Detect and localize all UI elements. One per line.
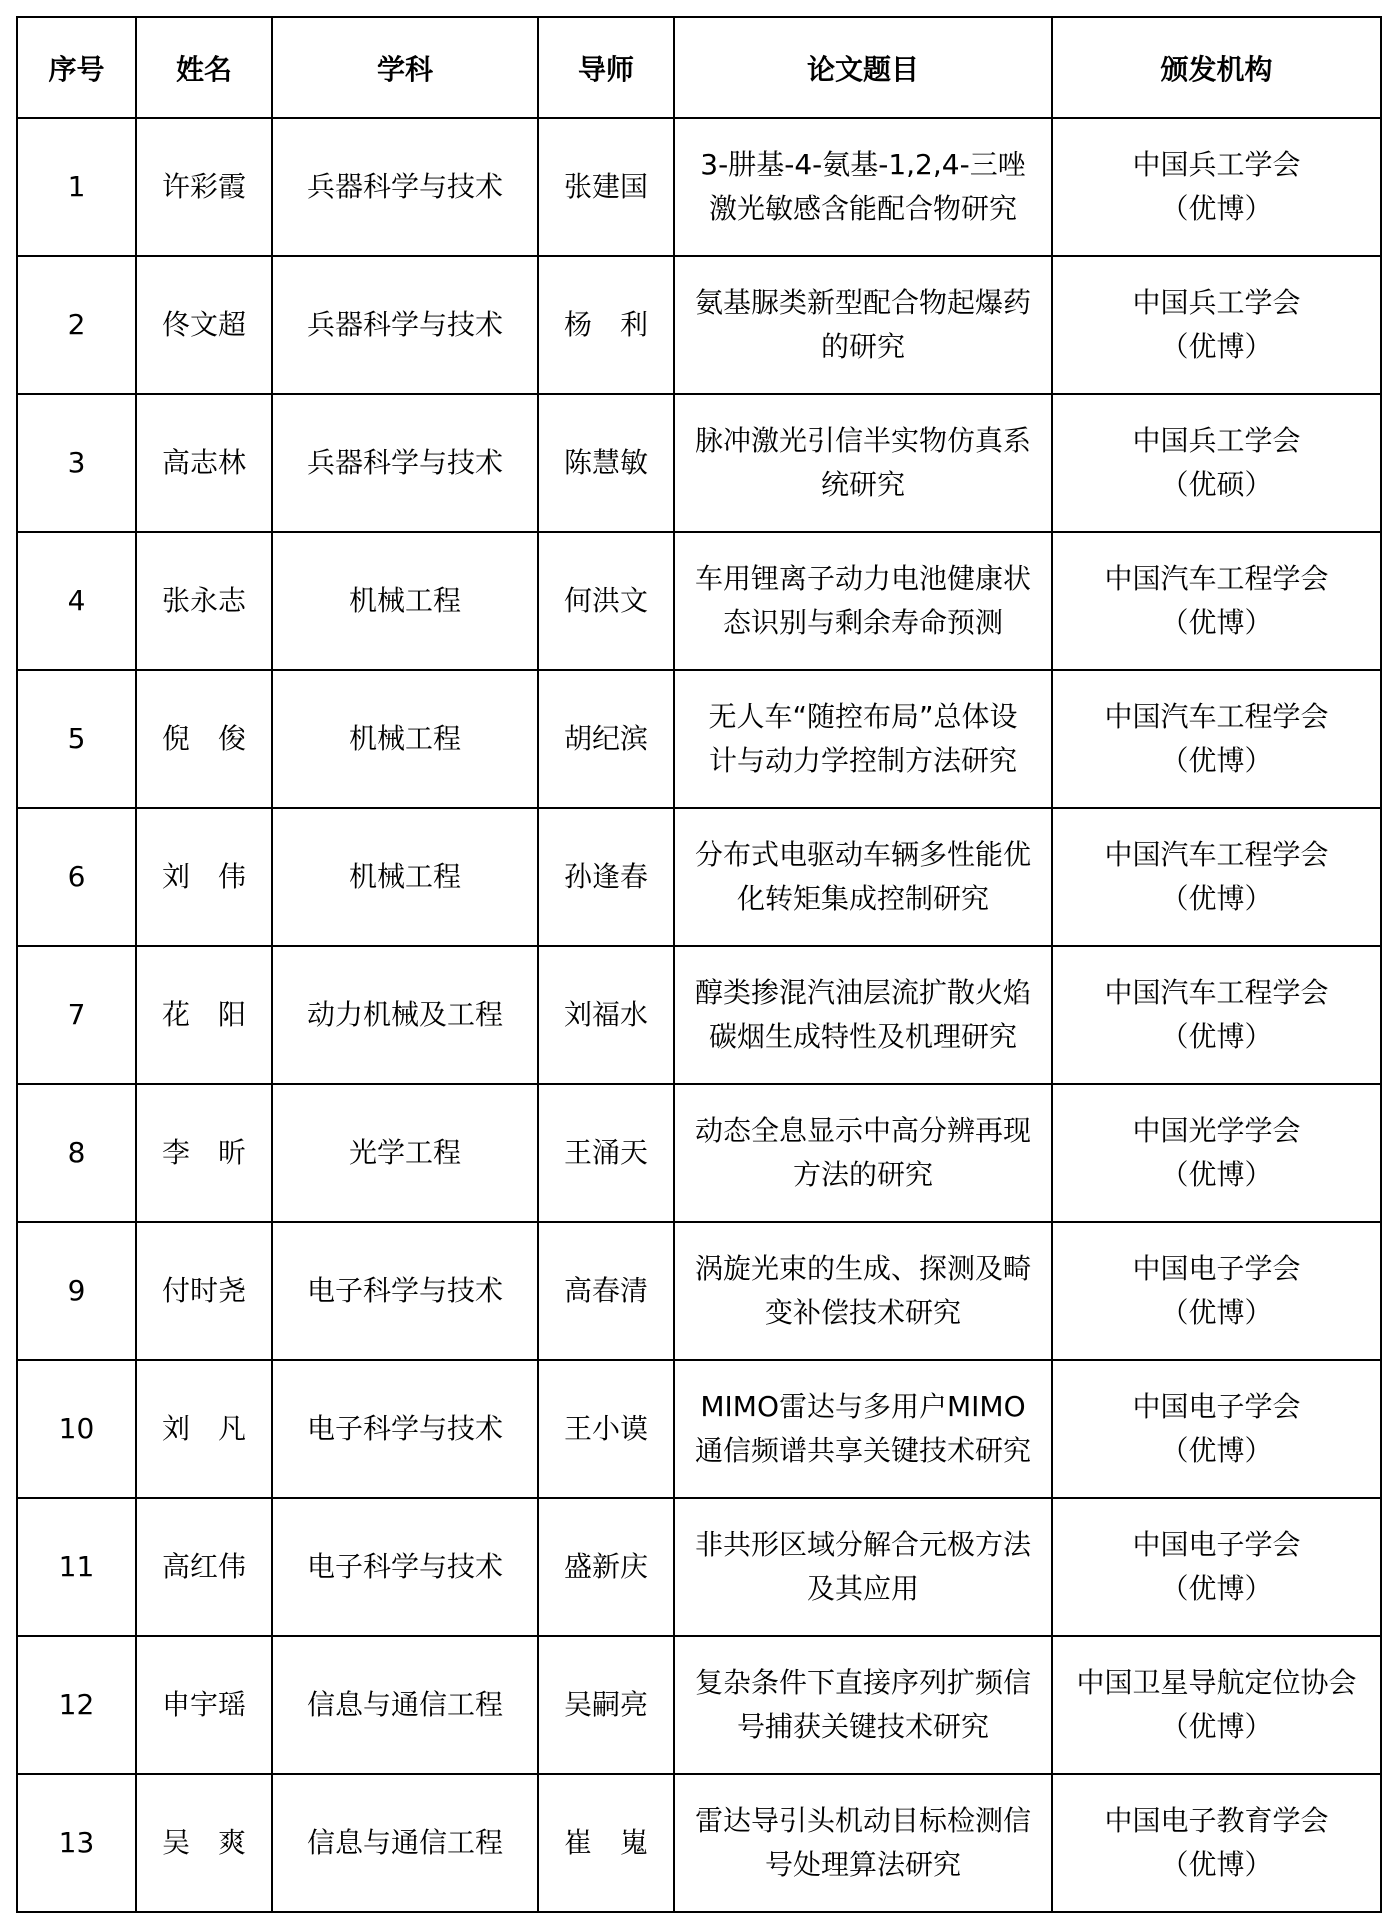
- cell-no: 10: [17, 1360, 136, 1498]
- cell-advisor: 胡纪滨: [538, 670, 674, 808]
- cell-issuing-org-line: 中国汽车工程学会: [1104, 562, 1329, 595]
- cell-name: 刘 伟: [136, 808, 272, 946]
- cell-thesis-title: [674, 808, 1052, 946]
- cell-thesis-title-line: 激光敏感含能配合物研究: [708, 192, 1017, 225]
- cell-no: 1: [17, 118, 136, 256]
- cell-thesis-title-line: 涡旋光束的生成、探测及畸: [694, 1252, 1031, 1285]
- table-row: [17, 1222, 1381, 1360]
- cell-issuing-org: [1052, 1774, 1381, 1912]
- cell-no: 9: [17, 1222, 136, 1360]
- cell-no: 5: [17, 670, 136, 808]
- cell-thesis-title: [674, 670, 1052, 808]
- cell-issuing-org-line: （优博）: [1160, 1848, 1273, 1881]
- cell-thesis-title-line: 计与动力学控制方法研究: [708, 744, 1017, 777]
- cell-thesis-title-line: 碳烟生成特性及机理研究: [708, 1020, 1017, 1053]
- cell-no: 4: [17, 532, 136, 670]
- cell-name: 刘 凡: [136, 1360, 272, 1498]
- cell-advisor: 盛新庆: [538, 1498, 674, 1636]
- cell-issuing-org: [1052, 1498, 1381, 1636]
- table-row: [17, 1498, 1381, 1636]
- cell-issuing-org: [1052, 1636, 1381, 1774]
- cell-thesis-title-line: 雷达导引头机动目标检测信: [694, 1804, 1031, 1837]
- cell-thesis-title: [674, 118, 1052, 256]
- cell-issuing-org: [1052, 256, 1381, 394]
- cell-issuing-org: [1052, 1222, 1381, 1360]
- cell-thesis-title-line: 的研究: [820, 330, 905, 363]
- cell-advisor: 陈慧敏: [538, 394, 674, 532]
- cell-issuing-org-line: （优博）: [1160, 1020, 1273, 1053]
- cell-issuing-org-line: （优博）: [1160, 330, 1273, 363]
- cell-discipline: 机械工程: [272, 532, 538, 670]
- cell-discipline: 动力机械及工程: [272, 946, 538, 1084]
- cell-advisor: 王小谟: [538, 1360, 674, 1498]
- cell-thesis-title-line: 方法的研究: [792, 1158, 933, 1191]
- cell-thesis-title-line: 分布式电驱动车辆多性能优: [694, 838, 1031, 871]
- cell-issuing-org-line: 中国汽车工程学会: [1104, 838, 1329, 871]
- cell-issuing-org-line: 中国电子教育学会: [1104, 1804, 1329, 1837]
- cell-discipline: 兵器科学与技术: [272, 394, 538, 532]
- cell-discipline: 机械工程: [272, 808, 538, 946]
- cell-issuing-org: [1052, 394, 1381, 532]
- cell-issuing-org: [1052, 808, 1381, 946]
- cell-thesis-title-line: 号处理算法研究: [764, 1848, 961, 1881]
- cell-name: 高志林: [136, 394, 272, 532]
- cell-no: 8: [17, 1084, 136, 1222]
- table-row: [17, 256, 1381, 394]
- table-row: [17, 808, 1381, 946]
- cell-advisor: 张建国: [538, 118, 674, 256]
- cell-issuing-org: [1052, 118, 1381, 256]
- cell-name: 申宇瑶: [136, 1636, 272, 1774]
- table-row: [17, 946, 1381, 1084]
- cell-advisor: 吴嗣亮: [538, 1636, 674, 1774]
- table-row: [17, 532, 1381, 670]
- cell-thesis-title: [674, 1774, 1052, 1912]
- cell-issuing-org: [1052, 1084, 1381, 1222]
- cell-issuing-org-line: （优博）: [1160, 882, 1273, 915]
- header-thesis-title: 论文题目: [674, 17, 1052, 118]
- cell-discipline: 信息与通信工程: [272, 1774, 538, 1912]
- header-advisor: 导师: [538, 17, 674, 118]
- cell-issuing-org-line: 中国兵工学会: [1132, 286, 1301, 319]
- table-row: [17, 1636, 1381, 1774]
- table-row: [17, 118, 1381, 256]
- cell-thesis-title-line: 通信频谱共享关键技术研究: [694, 1434, 1031, 1467]
- header-issuing-org: 颁发机构: [1052, 17, 1381, 118]
- cell-thesis-title-line: 变补偿技术研究: [764, 1296, 961, 1329]
- cell-name: 高红伟: [136, 1498, 272, 1636]
- cell-issuing-org-line: （优博）: [1160, 1158, 1273, 1191]
- cell-thesis-title-line: 动态全息显示中高分辨再现: [694, 1114, 1031, 1147]
- cell-issuing-org-line: 中国卫星导航定位协会: [1076, 1666, 1357, 1699]
- cell-discipline: 电子科学与技术: [272, 1360, 538, 1498]
- cell-issuing-org-line: （优博）: [1160, 1296, 1273, 1329]
- cell-issuing-org-line: （优博）: [1160, 1434, 1273, 1467]
- cell-advisor: 高春清: [538, 1222, 674, 1360]
- cell-no: 6: [17, 808, 136, 946]
- cell-issuing-org-line: 中国光学学会: [1132, 1114, 1301, 1147]
- awards-table: [16, 16, 1382, 1913]
- cell-thesis-title-line: 3-肼基-4-氨基-1,2,4-三唑: [700, 148, 1026, 181]
- cell-thesis-title: [674, 1084, 1052, 1222]
- cell-thesis-title: [674, 532, 1052, 670]
- table-row: [17, 1084, 1381, 1222]
- cell-name: 李 昕: [136, 1084, 272, 1222]
- cell-name: 许彩霞: [136, 118, 272, 256]
- cell-discipline: 电子科学与技术: [272, 1222, 538, 1360]
- cell-issuing-org-line: （优博）: [1160, 606, 1273, 639]
- cell-discipline: 电子科学与技术: [272, 1498, 538, 1636]
- cell-issuing-org: [1052, 532, 1381, 670]
- cell-issuing-org: [1052, 946, 1381, 1084]
- cell-thesis-title-line: 车用锂离子动力电池健康状: [694, 562, 1031, 595]
- cell-thesis-title-line: 非共形区域分解合元极方法: [694, 1528, 1031, 1561]
- cell-thesis-title: [674, 256, 1052, 394]
- cell-issuing-org-line: 中国汽车工程学会: [1104, 976, 1329, 1009]
- cell-no: 7: [17, 946, 136, 1084]
- cell-name: 付时尧: [136, 1222, 272, 1360]
- table-row: [17, 1774, 1381, 1912]
- cell-thesis-title-line: 化转矩集成控制研究: [736, 882, 989, 915]
- cell-thesis-title-line: MIMO雷达与多用户MIMO: [700, 1390, 1026, 1423]
- cell-discipline: 机械工程: [272, 670, 538, 808]
- cell-issuing-org-line: 中国电子学会: [1132, 1252, 1301, 1285]
- cell-name: 倪 俊: [136, 670, 272, 808]
- cell-no: 13: [17, 1774, 136, 1912]
- cell-issuing-org-line: （优博）: [1160, 744, 1273, 777]
- cell-thesis-title-line: 统研究: [820, 468, 905, 501]
- cell-advisor: 刘福水: [538, 946, 674, 1084]
- cell-no: 2: [17, 256, 136, 394]
- cell-issuing-org: [1052, 1360, 1381, 1498]
- header-no: 序号: [17, 17, 136, 118]
- header-discipline: 学科: [272, 17, 538, 118]
- cell-discipline: 兵器科学与技术: [272, 118, 538, 256]
- cell-advisor: 杨 利: [538, 256, 674, 394]
- cell-advisor: 孙逢春: [538, 808, 674, 946]
- cell-name: 佟文超: [136, 256, 272, 394]
- cell-no: 3: [17, 394, 136, 532]
- cell-thesis-title: [674, 1636, 1052, 1774]
- cell-name: 吴 爽: [136, 1774, 272, 1912]
- cell-thesis-title: [674, 394, 1052, 532]
- cell-issuing-org-line: 中国兵工学会: [1132, 148, 1301, 181]
- cell-thesis-title: [674, 946, 1052, 1084]
- cell-thesis-title-line: 及其应用: [806, 1572, 919, 1605]
- cell-issuing-org-line: （优博）: [1160, 1710, 1273, 1743]
- cell-issuing-org-line: （优博）: [1160, 1572, 1273, 1605]
- cell-issuing-org-line: （优博）: [1160, 192, 1273, 225]
- cell-thesis-title-line: 醇类掺混汽油层流扩散火焰: [694, 976, 1031, 1009]
- cell-discipline: 信息与通信工程: [272, 1636, 538, 1774]
- cell-issuing-org-line: 中国电子学会: [1132, 1528, 1301, 1561]
- header-row: [17, 17, 1381, 118]
- cell-name: 张永志: [136, 532, 272, 670]
- cell-thesis-title-line: 复杂条件下直接序列扩频信: [694, 1666, 1031, 1699]
- cell-issuing-org: [1052, 670, 1381, 808]
- table-row: [17, 394, 1381, 532]
- cell-advisor: 王涌天: [538, 1084, 674, 1222]
- cell-thesis-title-line: 氨基脲类新型配合物起爆药: [694, 286, 1031, 319]
- cell-thesis-title-line: 脉冲激光引信半实物仿真系: [694, 424, 1031, 457]
- cell-issuing-org-line: 中国兵工学会: [1132, 424, 1301, 457]
- cell-thesis-title: [674, 1360, 1052, 1498]
- header-name: 姓名: [136, 17, 272, 118]
- cell-no: 12: [17, 1636, 136, 1774]
- cell-discipline: 光学工程: [272, 1084, 538, 1222]
- cell-name: 花 阳: [136, 946, 272, 1084]
- cell-thesis-title: [674, 1222, 1052, 1360]
- cell-no: 11: [17, 1498, 136, 1636]
- cell-thesis-title-line: 号捕获关键技术研究: [736, 1710, 989, 1743]
- table-row: [17, 670, 1381, 808]
- cell-issuing-org-line: 中国电子学会: [1132, 1390, 1301, 1423]
- cell-advisor: 何洪文: [538, 532, 674, 670]
- cell-thesis-title: [674, 1498, 1052, 1636]
- cell-discipline: 兵器科学与技术: [272, 256, 538, 394]
- cell-thesis-title-line: 态识别与剩余寿命预测: [722, 606, 1003, 639]
- table-row: [17, 1360, 1381, 1498]
- cell-issuing-org-line: 中国汽车工程学会: [1104, 700, 1329, 733]
- cell-issuing-org-line: （优硕）: [1160, 468, 1273, 501]
- cell-thesis-title-line: 无人车“随控布局”总体设: [708, 700, 1018, 733]
- cell-advisor: 崔 嵬: [538, 1774, 674, 1912]
